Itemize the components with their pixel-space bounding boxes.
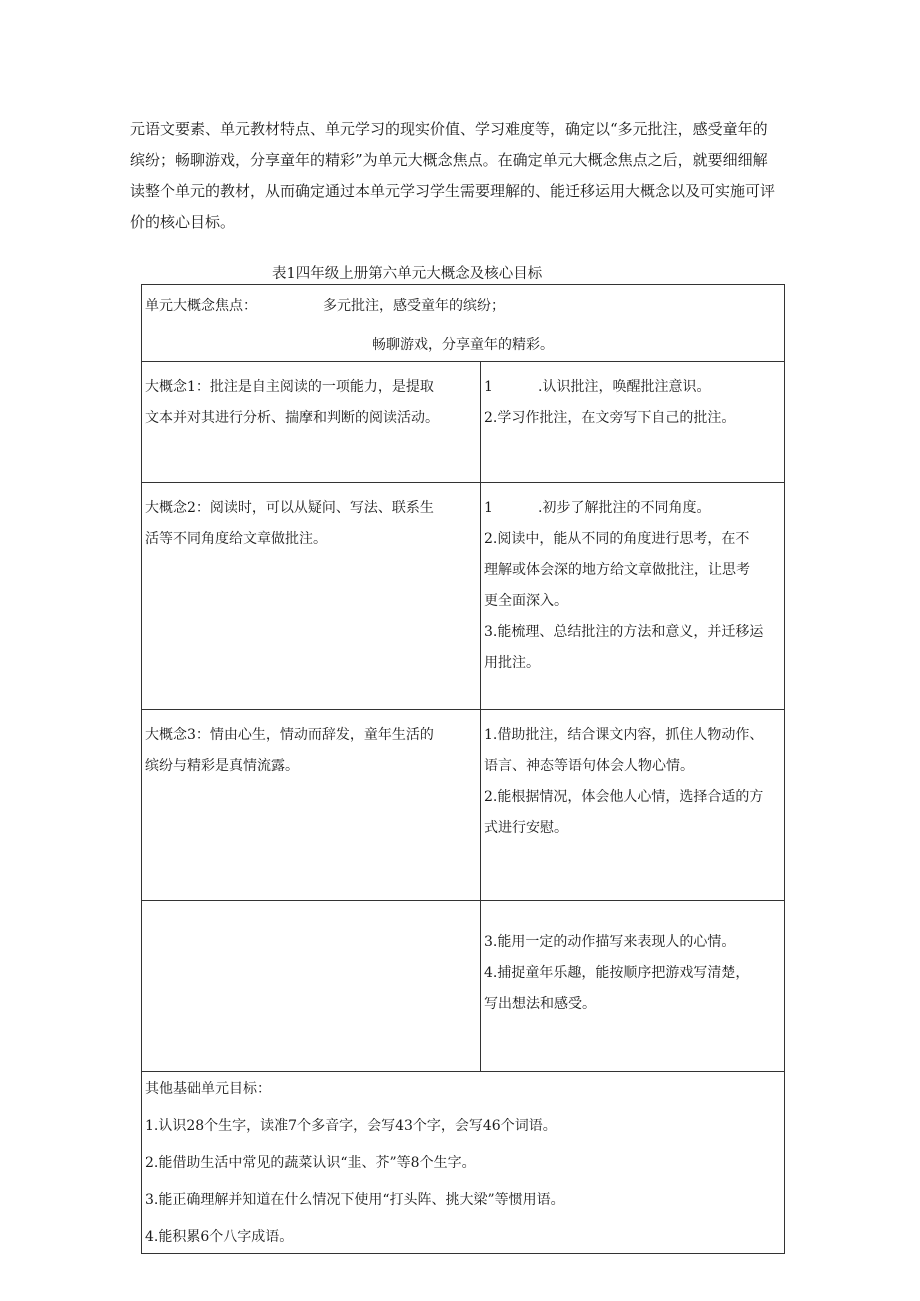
table-row-other — [142, 1072, 785, 1254]
table-row — [142, 362, 785, 483]
goal-line: 更全面深入。 — [484, 593, 568, 609]
concept-goal-table — [141, 284, 785, 1254]
table-row — [142, 483, 785, 710]
goal-line: 式进行安慰。 — [484, 820, 568, 836]
concept-cell — [142, 362, 481, 483]
concept-line: 大概念3：情由心生，情动而辞发，童年生活的 — [145, 727, 434, 743]
focus-cell — [142, 285, 785, 362]
goal-line: 写出想法和感受。 — [484, 996, 596, 1012]
other-goal-item: 4.能积累6个八字成语。 — [145, 1229, 294, 1245]
goal-cell — [481, 710, 785, 901]
table-row — [142, 901, 785, 1072]
goal-line: 4.捕捉童年乐趣，能按顺序把游戏写清楚， — [484, 965, 750, 981]
goal-number: 1 — [484, 500, 493, 516]
goal-cell — [481, 483, 785, 710]
concept-line: 缤纷与精彩是真情流露。 — [145, 758, 299, 774]
goal-line: 3.能梳理、总结批注的方法和意义，并迁移运 — [484, 624, 764, 640]
table-row — [142, 710, 785, 901]
intro-line: 元语文要素、单元教材特点、单元学习的现实价值、学习难度等，确定以“多元批注，感受童年的 — [130, 120, 768, 138]
focus-label: 单元大概念焦点： — [145, 298, 257, 314]
focus-line-2: 畅聊游戏，分享童年的精彩。 — [372, 337, 554, 353]
intro-line: 价的核心目标。 — [130, 213, 236, 231]
goal-line: 理解或体会深的地方给文章做批注，让思考 — [484, 562, 750, 578]
concept-cell — [142, 710, 481, 901]
table-row-focus — [142, 285, 785, 362]
table-caption: 表1四年级上册第六单元大概念及核心目标 — [272, 266, 543, 282]
other-goal-item: 2.能借助生活中常见的蔬菜认识“韭、芥”等8个生字。 — [145, 1155, 476, 1171]
goal-line: 2.阅读中，能从不同的角度进行思考，在不 — [484, 531, 750, 547]
intro-line: 读整个单元的教材，从而确定通过本单元学习学生需要理解的、能迁移运用大概念以及可实施可评 — [130, 182, 776, 200]
other-goals-title: 其他基础单元目标： — [145, 1081, 271, 1097]
other-goal-item: 3.能正确理解并知道在什么情况下使用“打头阵、挑大梁”等惯用语。 — [145, 1192, 565, 1208]
goal-line: 3.能用一定的动作描写来表现人的心情。 — [484, 934, 736, 950]
intro-line: 缤纷；畅聊游戏，分享童年的精彩”为单元大概念焦点。在确定单元大概念焦点之后，就要细细解 — [130, 151, 768, 169]
goal-line: 2.学习作批注，在文旁写下自己的批注。 — [484, 410, 736, 426]
concept-line: 文本并对其进行分析、揣摩和判断的阅读活动。 — [145, 410, 439, 426]
other-goal-item: 1.认识28个生字，读准7个多音字，会写43个字，会写46个词语。 — [145, 1118, 557, 1134]
intro-paragraph — [130, 114, 790, 238]
goal-line: 1.借助批注，结合课文内容，抓住人物动作、 — [484, 727, 764, 743]
focus-line-1: 多元批注，感受童年的缤纷； — [323, 298, 505, 314]
goal-line: 语言、神态等语句体会人物心情。 — [484, 758, 694, 774]
goal-line: .认识批注，唤醒批注意识。 — [538, 379, 711, 395]
concept-line: 大概念2：阅读时，可以从疑问、写法、联系生 — [145, 500, 434, 516]
goal-line: 用批注。 — [484, 655, 540, 671]
concept-line: 大概念1：批注是自主阅读的一项能力，是提取 — [145, 379, 434, 395]
goal-line: .初步了解批注的不同角度。 — [538, 500, 711, 516]
concept-cell — [142, 483, 481, 710]
goal-line: 2.能根据情况，体会他人心情，选择合适的方 — [484, 789, 764, 805]
goal-cell — [481, 362, 785, 483]
concept-line: 活等不同角度给文章做批注。 — [145, 531, 327, 547]
other-goals-cell — [142, 1072, 785, 1254]
goal-cell — [481, 901, 785, 1072]
concept-cell-empty — [142, 901, 481, 1072]
goal-number: 1 — [484, 379, 493, 395]
